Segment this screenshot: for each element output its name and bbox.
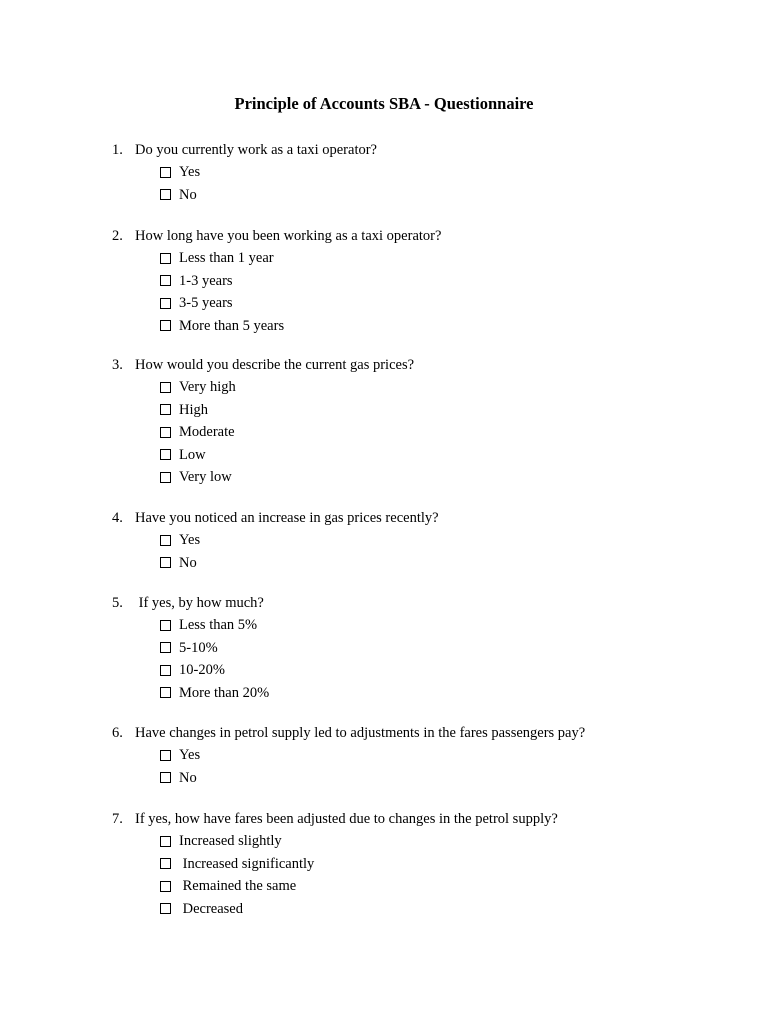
option-label: More than 20% xyxy=(179,684,270,701)
question-text-row xyxy=(112,809,732,829)
option-3-5-years[interactable] xyxy=(160,292,732,315)
checkbox[interactable] xyxy=(160,642,171,653)
checkbox[interactable] xyxy=(160,858,171,869)
checkbox[interactable] xyxy=(160,687,171,698)
question-text-row xyxy=(112,226,732,246)
question-text-row xyxy=(112,508,732,528)
question-text: If yes, by how much? xyxy=(135,595,264,611)
option-more-than-5-years[interactable] xyxy=(160,315,732,338)
option-label: Increased significantly xyxy=(179,855,315,872)
checkbox[interactable] xyxy=(160,472,171,483)
question-text: Have changes in petrol supply led to adjustments in the fares passengers pay? xyxy=(135,725,586,741)
option-list xyxy=(160,247,732,337)
option-yes[interactable] xyxy=(160,161,732,184)
option-label: Less than 5% xyxy=(179,617,258,633)
checkbox[interactable] xyxy=(160,298,171,309)
question-3 xyxy=(112,355,732,489)
question-text: Have you noticed an increase in gas prices recently? xyxy=(135,510,439,526)
question-number: 1. xyxy=(112,142,123,158)
option-label: Very high xyxy=(179,379,236,395)
question-number: 2. xyxy=(112,228,123,244)
checkbox[interactable] xyxy=(160,772,171,783)
checkbox[interactable] xyxy=(160,275,171,286)
option-1-3-years[interactable] xyxy=(160,270,732,293)
question-1 xyxy=(112,140,732,206)
option-no[interactable] xyxy=(160,767,732,790)
option-remained-the-same[interactable] xyxy=(160,875,732,898)
checkbox[interactable] xyxy=(160,903,171,914)
option-label: Yes xyxy=(179,747,201,763)
question-number: 3. xyxy=(112,357,123,373)
option-very-low[interactable] xyxy=(160,466,732,489)
checkbox[interactable] xyxy=(160,427,171,438)
option-label: Less than 1 year xyxy=(179,250,274,266)
question-number: 5. xyxy=(112,595,123,611)
option-label: Remained the same xyxy=(179,878,297,894)
question-text: How would you describe the current gas prices? xyxy=(135,357,415,373)
option-more-than-20-percent[interactable] xyxy=(160,682,732,705)
question-number: 7. xyxy=(112,811,123,827)
option-list xyxy=(160,376,732,489)
option-less-than-1-year[interactable] xyxy=(160,247,732,270)
option-label: Low xyxy=(179,446,206,463)
option-yes[interactable] xyxy=(160,744,732,767)
option-list xyxy=(160,529,732,574)
question-6 xyxy=(112,723,732,789)
option-less-than-5-percent[interactable] xyxy=(160,614,732,637)
option-list xyxy=(160,161,732,206)
question-5 xyxy=(112,593,732,704)
checkbox[interactable] xyxy=(160,620,171,631)
option-label: 1-3 years xyxy=(179,272,233,289)
checkbox[interactable] xyxy=(160,404,171,415)
question-number: 6. xyxy=(112,725,123,741)
question-text: If yes, how have fares been adjusted due to changes in the petrol supply? xyxy=(135,811,558,827)
checkbox[interactable] xyxy=(160,881,171,892)
question-number: 4. xyxy=(112,510,123,526)
option-list xyxy=(160,614,732,704)
option-5-10-percent[interactable] xyxy=(160,637,732,660)
option-label: Yes xyxy=(179,164,201,180)
option-label: Very low xyxy=(179,469,232,485)
option-label: No xyxy=(179,769,197,786)
checkbox[interactable] xyxy=(160,449,171,460)
checkbox[interactable] xyxy=(160,750,171,761)
checkbox[interactable] xyxy=(160,189,171,200)
question-text-row xyxy=(112,140,732,160)
option-high[interactable] xyxy=(160,399,732,422)
option-no[interactable] xyxy=(160,184,732,207)
question-text-row xyxy=(112,723,732,743)
question-2 xyxy=(112,226,732,337)
option-label: Increased slightly xyxy=(179,833,282,849)
option-no[interactable] xyxy=(160,552,732,575)
question-text-row xyxy=(112,593,732,613)
checkbox[interactable] xyxy=(160,382,171,393)
question-7 xyxy=(112,809,732,920)
question-text: How long have you been working as a taxi operator? xyxy=(135,228,442,244)
option-yes[interactable] xyxy=(160,529,732,552)
question-text: Do you currently work as a taxi operator? xyxy=(135,142,377,158)
option-list xyxy=(160,744,732,789)
question-4 xyxy=(112,508,732,574)
option-increased-significantly[interactable] xyxy=(160,853,732,876)
question-text-row xyxy=(112,355,732,375)
option-label: No xyxy=(179,186,197,203)
option-label: 3-5 years xyxy=(179,295,233,311)
option-moderate[interactable] xyxy=(160,421,732,444)
option-label: 5-10% xyxy=(179,639,218,656)
checkbox[interactable] xyxy=(160,836,171,847)
option-increased-slightly[interactable] xyxy=(160,830,732,853)
checkbox[interactable] xyxy=(160,167,171,178)
checkbox[interactable] xyxy=(160,535,171,546)
checkbox[interactable] xyxy=(160,253,171,264)
option-low[interactable] xyxy=(160,444,732,467)
page-title: Principle of Accounts SBA - Questionnaire xyxy=(234,94,534,113)
option-label: Yes xyxy=(179,532,201,548)
checkbox[interactable] xyxy=(160,665,171,676)
option-label: High xyxy=(179,401,208,418)
option-label: Moderate xyxy=(179,424,235,440)
option-list xyxy=(160,830,732,920)
checkbox[interactable] xyxy=(160,557,171,568)
option-label: No xyxy=(179,554,197,571)
option-10-20-percent[interactable] xyxy=(160,659,732,682)
option-label: More than 5 years xyxy=(179,317,285,334)
checkbox[interactable] xyxy=(160,320,171,331)
option-label: 10-20% xyxy=(179,662,225,678)
option-very-high[interactable] xyxy=(160,376,732,399)
option-label: Decreased xyxy=(179,900,243,917)
option-decreased[interactable] xyxy=(160,898,732,921)
